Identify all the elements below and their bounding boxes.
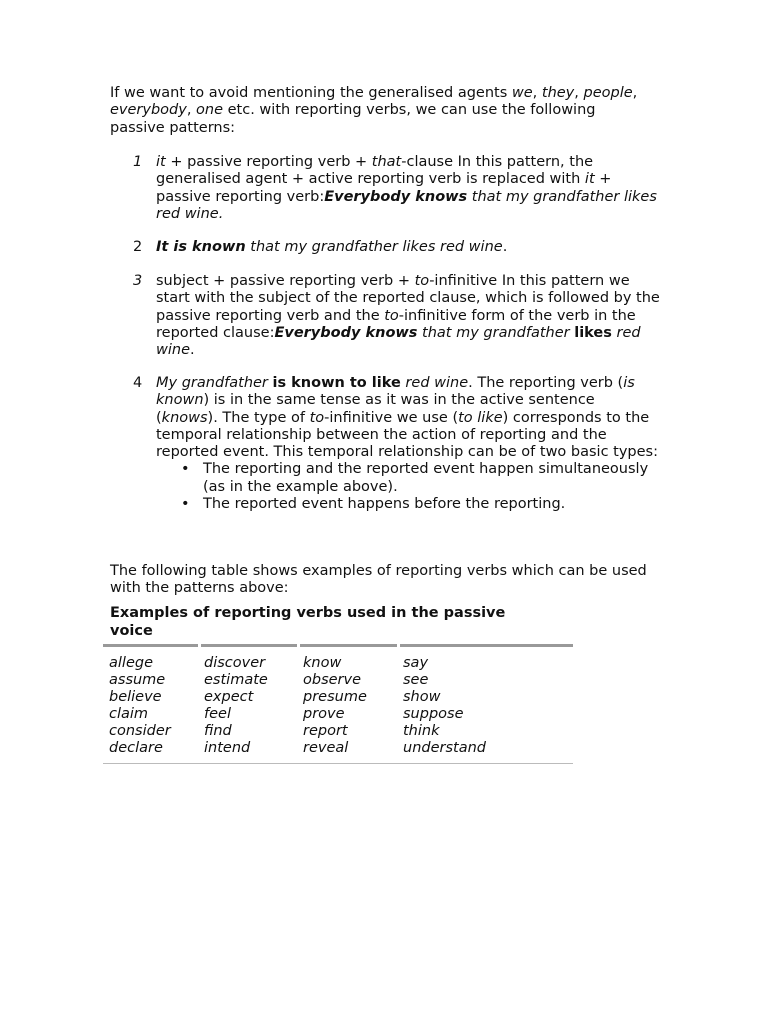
bullet-icon: • <box>181 461 190 478</box>
table-cell: allege <box>109 655 153 671</box>
item-number: 3 <box>133 273 143 289</box>
table-column-1 <box>109 655 171 757</box>
example-bold: Everybody knows <box>274 324 418 341</box>
intro-text-end: etc. with reporting verbs, we can use the following passive patterns: <box>110 102 596 136</box>
item-text-part: . <box>502 239 508 255</box>
item-text-part: + passive reporting verb: <box>156 171 612 205</box>
item-text-part: -infinitive form of the verb in the reported clause: <box>156 307 636 341</box>
item-text-part: ). The type of <box>207 409 310 426</box>
table-cell: consider <box>109 723 171 739</box>
example-bold: It is known <box>156 239 246 255</box>
table-cell: claim <box>109 706 149 722</box>
table-bottom-rule <box>103 763 573 764</box>
table-cell: reveal <box>303 740 349 756</box>
example-italic: is known <box>156 375 635 409</box>
item-number: 1 <box>133 154 143 170</box>
term-to: to <box>309 409 325 426</box>
bullet-text: The reported event happens before the reporting. <box>203 496 566 513</box>
term-it: it <box>156 154 166 170</box>
table-cell: suppose <box>403 706 464 722</box>
example-bold: likes <box>574 324 612 341</box>
intro-comma: , <box>574 85 584 101</box>
table-cell: report <box>303 723 348 739</box>
item-text-part: -infinitive In this pattern we start with the subject of the reported clause, which is followed by the passive reporting verb and the <box>156 273 660 324</box>
item-text <box>156 154 661 223</box>
item-paragraph <box>156 375 661 461</box>
intro-comma: , <box>632 85 638 101</box>
item-text-part: ) corresponds to the temporal relationship between the action of reporting and the reported event. This temporal relationship can be of two basic types: <box>156 409 658 461</box>
item-number: 4 <box>133 375 143 391</box>
bullet-item <box>156 496 661 513</box>
example-italic: that my grandfather likes red wine. <box>156 188 657 222</box>
example-bold: Everybody knows <box>324 188 468 205</box>
agent-people: people <box>583 85 633 101</box>
table-cell: know <box>303 655 342 671</box>
example-italic: My grandfather <box>156 375 273 391</box>
example-italic: that my grandfather <box>417 324 575 341</box>
agent-one: one <box>196 102 224 119</box>
bullet-item <box>156 461 661 496</box>
table-column-3 <box>303 655 367 757</box>
item-text-part: + passive reporting verb + <box>165 154 372 170</box>
table-cell: find <box>204 723 232 739</box>
bullet-list <box>156 461 661 513</box>
example-italic: red wine <box>400 375 469 391</box>
agent-we: we <box>511 85 533 101</box>
table-cell: discover <box>204 655 266 671</box>
item-text <box>156 375 661 513</box>
table-cell: show <box>403 689 441 705</box>
bullet-icon: • <box>181 496 190 513</box>
term-it: it <box>584 171 595 188</box>
table-cell: say <box>403 655 429 671</box>
item-text <box>156 273 661 359</box>
example-italic: red wine <box>156 324 641 359</box>
table-cell: feel <box>204 706 231 722</box>
table-cell: observe <box>303 672 362 688</box>
table-cell: prove <box>303 706 345 722</box>
table-cell: believe <box>109 689 162 705</box>
table-cell: see <box>403 672 429 688</box>
table-top-rule <box>103 644 573 647</box>
table-cell: expect <box>204 689 254 705</box>
item-text-part: . <box>190 342 195 359</box>
agent-everybody: everybody <box>110 102 187 119</box>
table-column-2 <box>204 655 268 757</box>
example-italic: to like <box>458 409 503 426</box>
item-text-part: ) is in the same tense as it was in the active sentence ( <box>156 392 595 426</box>
rule-gap <box>198 644 201 647</box>
table-cell: declare <box>109 740 163 756</box>
table-cell: estimate <box>204 672 268 688</box>
table-cell: intend <box>204 740 251 756</box>
bullet-text: The reporting and the reported event happen simultaneously (as in the example above). <box>203 461 649 495</box>
item-number: 2 <box>133 239 143 255</box>
agent-they: they <box>541 85 575 101</box>
table-cell: understand <box>403 740 486 756</box>
example-bold: is known to like <box>272 375 401 391</box>
rule-gap <box>297 644 300 647</box>
item-text-part: -clause In this pattern, the generalised agent + active reporting verb is replaced with <box>156 154 594 188</box>
intro-comma: , <box>186 102 197 119</box>
example-italic: knows <box>161 409 208 426</box>
term-that: that <box>371 154 402 170</box>
table-cell: presume <box>303 689 367 705</box>
rule-gap <box>397 644 400 647</box>
intro-text: If we want to avoid mentioning the generalised agents <box>110 85 512 101</box>
table-cell: think <box>403 723 440 739</box>
term-to: to <box>384 307 399 324</box>
item-text-part: -infinitive we use ( <box>324 409 459 426</box>
term-to: to <box>414 273 430 289</box>
item-text-part: subject + passive reporting verb + <box>156 273 415 289</box>
item-text-part: . The reporting verb ( <box>468 375 624 391</box>
example-italic: that my grandfather likes red wine <box>245 239 503 255</box>
intro-comma: , <box>532 85 542 101</box>
item-text <box>156 239 661 256</box>
table-cell: assume <box>109 672 166 688</box>
table-column-4 <box>403 655 486 757</box>
table-intro: The following table shows examples of reporting verbs which can be used with the patterns above: <box>110 563 647 597</box>
table-caption: Examples of reporting verbs used in the passive voice <box>110 605 506 639</box>
intro-paragraph <box>110 85 650 137</box>
